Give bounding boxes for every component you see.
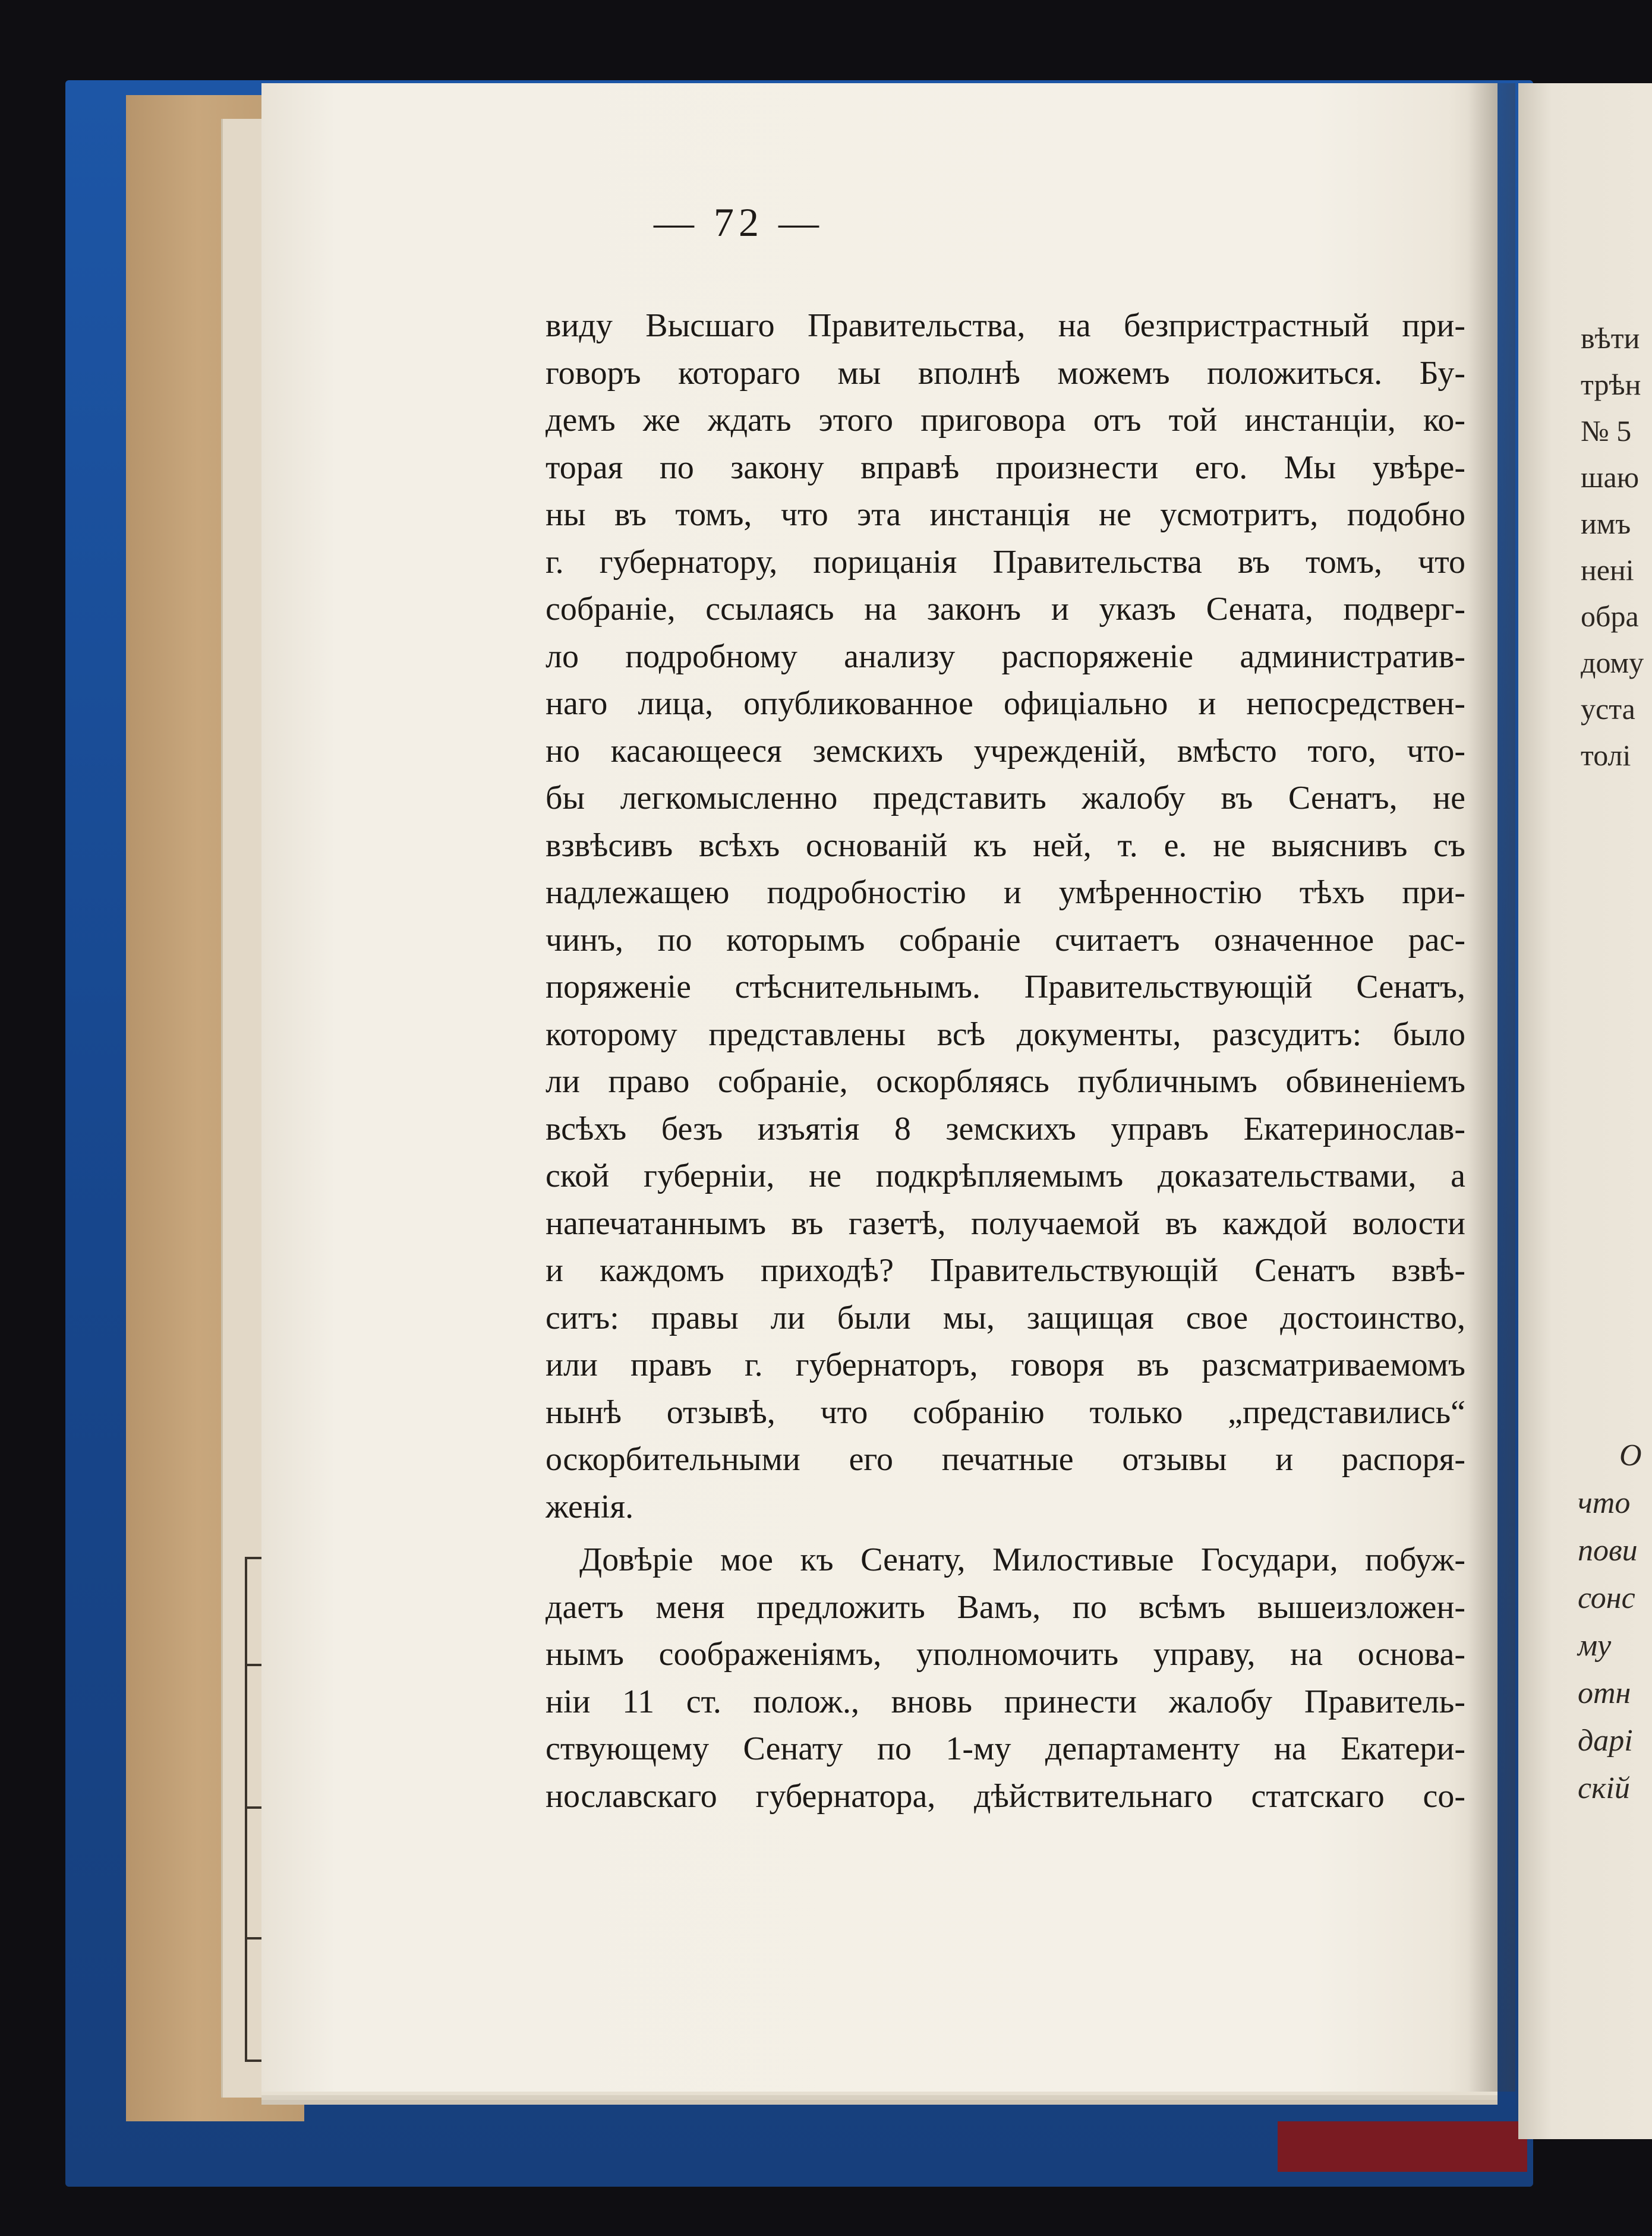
facing-italic-fragment: скій	[1578, 1771, 1630, 1805]
facing-italic-fragment: му	[1578, 1629, 1612, 1663]
text-line: нославскаго губернатора, дѣйствительнаго статскаго со-	[546, 1777, 1465, 1815]
text-line: демъ же ждать этого приговора отъ той инстанціи, ко-	[546, 402, 1465, 439]
text-line: даетъ меня предложить Вамъ, по всѣмъ вышеизложен-	[546, 1588, 1465, 1626]
facing-italic-fragment: что	[1578, 1486, 1631, 1520]
facing-italic-fragment: дарі	[1578, 1724, 1633, 1758]
facing-text-fragment: имъ	[1581, 507, 1631, 540]
text-line: которому представлены всѣ документы, разсудитъ: было	[546, 1015, 1465, 1053]
facing-text-fragment: толі	[1581, 739, 1631, 772]
text-line: ской губерніи, не подкрѣпляемымъ доказательствами, а	[546, 1158, 1465, 1194]
facing-italic-fragment: сонс	[1578, 1581, 1635, 1615]
facing-text-fragment: № 5	[1581, 414, 1632, 447]
text-line: оскорбительными его печатные отзывы и распоря-	[546, 1441, 1465, 1478]
text-line: г. губернатору, порицанія Правительства въ томъ, что	[546, 543, 1465, 581]
text-line: женія.	[546, 1488, 634, 1525]
text-line: и каждомъ приходѣ? Правительствующій Сенатъ взвѣ-	[546, 1252, 1465, 1289]
text-line: торая по закону вправѣ произнести его. Мы увѣре-	[546, 449, 1465, 486]
facing-text-fragment: дому	[1581, 646, 1644, 679]
text-line: нынѣ отзывѣ, что собранію только „представились“	[546, 1393, 1465, 1431]
text-line: всѣхъ безъ изъятія 8 земскихъ управъ Екатеринослав-	[546, 1110, 1465, 1147]
facing-text-fragment: обра	[1581, 600, 1639, 633]
text-line: ли право собраніе, оскорбляясь публичнымъ обвиненіемъ	[546, 1063, 1465, 1100]
text-line: говоръ котораго мы вполнѣ можемъ положиться. Бу-	[546, 354, 1465, 392]
text-line: бы легкомысленно представить жалобу въ Сенатъ, не	[546, 780, 1465, 816]
text-line: наго лица, опубликованное офиціально и непосредствен-	[546, 685, 1465, 722]
text-line: взвѣсивъ всѣхъ основаній къ ней, т. е. не выяснивъ съ	[546, 827, 1465, 864]
page-number: — 72 —	[654, 200, 824, 245]
text-line: нымъ соображеніямъ, уполномочить управу, на основа-	[546, 1636, 1465, 1673]
page-gutter-shadow	[1468, 83, 1515, 2092]
facing-text-fragment: вѣти	[1581, 321, 1640, 355]
text-line: ніи 11 ст. полож., вновь принести жалобу Правитель-	[546, 1683, 1465, 1720]
text-line: виду Высшаго Правительства, на безпристрастный при-	[546, 307, 1465, 344]
facing-italic-fragment: отн	[1578, 1676, 1631, 1710]
facing-text-fragment: шаю	[1581, 461, 1640, 494]
text-line: напечатаннымъ въ газетѣ, получаемой въ каждой волости	[546, 1204, 1465, 1242]
text-line: чинъ, по которымъ собраніе считаетъ означенное рас-	[546, 921, 1465, 958]
text-line: поряженіе стѣснительнымъ. Правительствующій Сенатъ,	[546, 969, 1465, 1005]
text-line: ситъ: правы ли были мы, защищая свое достоинство,	[546, 1299, 1465, 1336]
text-line: собраніе, ссылаясь на законъ и указъ Сената, подверг-	[546, 591, 1465, 627]
text-line: но касающееся земскихъ учрежденій, вмѣсто того, что-	[546, 732, 1465, 769]
text-line: или правъ г. губернаторъ, говоря въ разсматриваемомъ	[546, 1346, 1465, 1383]
cover-red-edge	[1278, 2121, 1527, 2172]
facing-text-fragment: уста	[1581, 692, 1635, 726]
text-line: ствующему Сенату по 1-му департаменту на Екатери-	[546, 1730, 1465, 1767]
text-line: Довѣріе мое къ Сенату, Милостивые Государи, побуж-	[579, 1541, 1465, 1578]
facing-text-fragment: нені	[1581, 553, 1634, 586]
facing-italic-fragment: пови	[1578, 1534, 1638, 1568]
text-line: ло подробному анализу распоряженіе административ-	[546, 638, 1465, 675]
text-line: ны въ томъ, что эта инстанція не усмотритъ, подобно	[546, 496, 1465, 533]
facing-text-fragment: трѣн	[1581, 368, 1641, 401]
text-line: надлежащею подробностію и умѣренностію тѣхъ при-	[546, 874, 1465, 911]
facing-italic-fragment: О	[1619, 1439, 1642, 1472]
